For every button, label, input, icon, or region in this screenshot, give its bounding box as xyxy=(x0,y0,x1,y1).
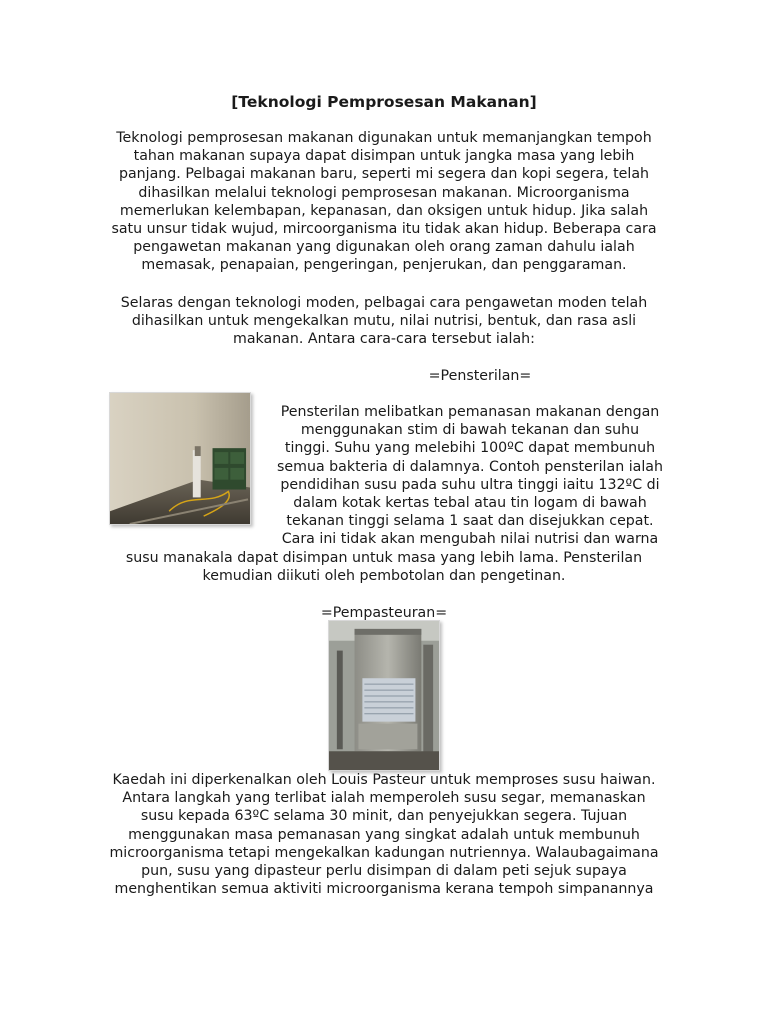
sterilization-paragraph-continued: susu manakala dapat disimpan untuk masa yang lebih lama. Pensterilan kemudian diikuti oleh pembotolan dan pengetinan. xyxy=(125,550,643,585)
sterilization-paragraph-beside-photo: Pensterilan melibatkan pemanasan makanan dengan menggunakan stim di bawah tekanan dan suhu tinggi. Suhu yang melebihi 100ºC dapat membunuh semua bakteria di dalamnya. Contoh pensterilan ialah pendidihan susu pada suhu ultra tinggi iaitu 132ºC di dalam kotak kertas tebal atau tin logam di bawah tekanan tinggi selama 1 saat dan disejukkan cepat. Cara ini tidak akan mengubah nilai nutrisi dan warna xyxy=(277,404,663,548)
sterilization-photo-image xyxy=(110,393,250,524)
sterilization-photo xyxy=(109,392,251,525)
intro-paragraph: Teknologi pemprosesan makanan digunakan untuk memanjangkan tempoh tahan makanan supaya dapat disimpan untuk jangka masa yang lebih panjang. Pelbagai makanan baru, seperti mi segera dan kopi segera, telah dihasilkan melalui teknologi pemprosesan makanan. Microorganisma memerlukan kelembapan, kepanasan, dan oksigen untuk hidup. Jika salah satu unsur tidak wujud, mircoorganisma itu tidak akan hidup. Beberapa cara pengawetan makanan yang digunakan oleh orang zaman dahulu ialah memasak, penapaian, pengeringan, penjerukan, dan penggaraman. xyxy=(111,130,657,274)
page-title: [Teknologi Pemprosesan Makanan] xyxy=(231,93,537,111)
modern-methods-paragraph: Selaras dengan teknologi moden, pelbagai cara pengawetan moden telah dihasilkan untuk mengekalkan mutu, nilai nutrisi, bentuk, dan rasa asli makanan. Antara cara-cara tersebut ialah: xyxy=(120,295,648,348)
pasteurization-photo-image xyxy=(329,621,439,770)
pasteurization-photo xyxy=(328,620,440,771)
sterilization-heading: =Pensterilan= xyxy=(428,368,532,384)
pasteurization-heading: =Pempasteuran= xyxy=(320,605,448,621)
pasteurization-paragraph: Kaedah ini diperkenalkan oleh Louis Pasteur untuk memproses susu haiwan. Antara langkah yang terlibat ialah memperoleh susu segar, memanaskan susu kepada 63ºC selama 30 minit, dan penyejukkan segera. Tujuan menggunakan masa pemanasan yang singkat adalah untuk membunuh microorganisma tetapi mengekalkan kadungan nutriennya. Walaubagaimana pun, susu yang dipasteur perlu disimpan di dalam peti sejuk supaya menghentikan semua aktiviti microorganisma kerana tempoh simpanannya xyxy=(109,772,659,898)
